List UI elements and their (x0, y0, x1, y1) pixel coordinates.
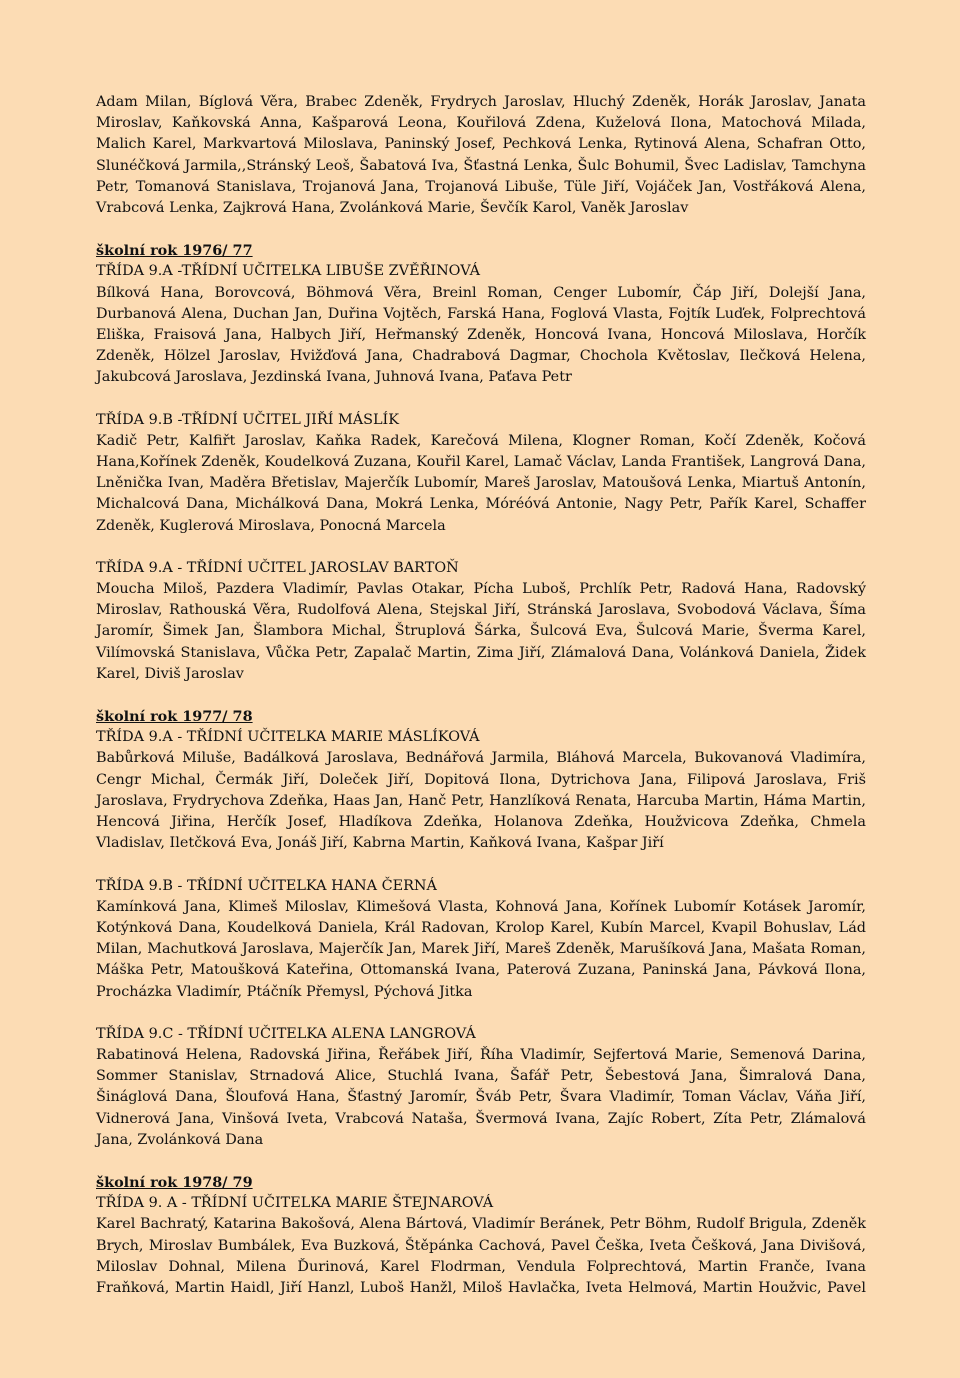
class-names-paragraph: Rabatinová Helena, Radovská Jiřina, Řeřábek Jiří, Říha Vladimír, Sejfertová Marie, Semenová Darina, Sommer Stanislav, Strnadová Alice, Stuchlá Ivana, Šafář Petr, Šebestová Jana, Šimralová Dana, Šináglová Dana, Šloufová Hana, Šťastný Jaromír, Šváb Petr, Švara Vladimír, Toman Václav, Váňa Jiří, Vidnerová Jana, Vinšová Iveta, Vrabcová Nataša, Švermová Ivana, Zajíc Robert, Zíta Petr, Zlámalová Jana, Zvolánková Dana (96, 1046, 866, 1148)
section-1976-9a (96, 240, 866, 388)
class-names-paragraph: Karel Bachratý, Katarina Bakošová, Alena Bártová, Vladimír Beránek, Petr Böhm, Rudolf Brigula, Zdeněk Brych, Miroslav Bumbálek, Eva Buzková, Štěpánka Cachová, Pavel Češka, Iveta Češková, Jana Divišová, Miloslav Dohnal, Milena Ďurinová, Karel Flodrman, Vendula Folprechtová, Martin Franče, Ivana Fraňková, Martin Haidl, Jiří Hanzl, Luboš Hanžl, Miloš Havlačka, Iveta Helmová, Martin Houžvic, Pavel (96, 1216, 866, 1296)
class-heading: TŘÍDA 9. A - TŘÍDNÍ UČITELKA MARIE ŠTEJNAROVÁ (96, 1195, 494, 1212)
school-year-heading: školní rok 1978/ 79 (96, 1173, 253, 1191)
class-names-paragraph: Kadič Petr, Kalfiřt Jaroslav, Kaňka Radek, Karečová Milena, Klogner Roman, Kočí Zdeněk, Kočová Hana,Kořínek Zdeněk, Koudelková Zuzana, Kouřil Karel, Lamač Václav, Landa František, Langrová Dana, Lněnička Ivan, Maděra Břetislav, Majerčík Lubomír, Mareš Jaroslav, Matoušová Lenka, Miartuš Antonín, Michalcová Dana, Michálková Dana, Mokrá Lenka, Móréóvá Antonie, Nagy Petr, Pařík Karel, Schaffer Zdeněk, Kuglerová Miroslava, Ponocná Marcela (96, 432, 866, 534)
class-names-paragraph: Babůrková Miluše, Badálková Jaroslava, Bednářová Jarmila, Bláhová Marcela, Bukovanová Vladimíra, Cengr Michal, Čermák Jiří, Doleček Jiří, Dopitová Ilona, Dytrichova Jana, Filipová Jaroslava, Friš Jaroslava, Frydrychova Zdeňka, Haas Jan, Hanč Petr, Hanzlíková Renata, Harcuba Martin, Háma Martin, Hencová Jiřina, Herčík Josef, Hladíkova Zdeňka, Holanova Zdeňka, Houžvicova Zdeňka, Chmela Vladislav, Iletčková Eva, Jonáš Jiří, Kabrna Martin, Kaňková Ivana, Kašpar Jiří (96, 750, 866, 852)
intro-names-paragraph: Adam Milan, Bíglová Věra, Brabec Zdeněk, Frydrych Jaroslav, Hluchý Zdeněk, Horák Jaroslav, Janata Miroslav, Kaňkovská Anna, Kašparová Leona, Kouřilová Zdena, Kuželová Ilona, Matochová Milada, Malich Karel, Markvartová Miloslava, Paninský Josef, Pechková Lenka, Rytinová Alena, Schafran Otto, Slunéčková Jarmila,,Stránský Leoš, Šabatová Iva, Šťastná Lenka, Šulc Bohumil, Švec Ladislav, Tamchyna Petr, Tomanová Stanislava, Trojanová Jana, Trojanová Libuše, Tüle Jiří, Vojáček Jan, Vostřáková Alena, Vrabcová Lenka, Zajkrová Hana, Zvolánková Marie, Ševčík Karol, Vaněk Jaroslav (96, 94, 866, 217)
class-heading: TŘÍDA 9.B -TŘÍDNÍ UČITEL JIŘÍ MÁSLÍK (96, 411, 399, 428)
section-1976-9b (96, 410, 866, 537)
class-heading: TŘÍDA 9.A - TŘÍDNÍ UČITELKA MARIE MÁSLÍKOVÁ (96, 729, 480, 746)
class-heading: TŘÍDA 9.A - TŘÍDNÍ UČITEL JAROSLAV BARTOŇ (96, 559, 459, 576)
section-1978-9a (96, 1172, 866, 1299)
class-names-paragraph: Kamínková Jana, Klimeš Miloslav, Klimešová Vlasta, Kohnová Jana, Kořínek Lubomír Kotásek Jaromír, Kotýnková Dana, Koudelková Daniela, Král Radovan, Krolop Karel, Kubín Marcel, Kvapil Bohuslav, Lád Milan, Machutková Jaroslava, Majerčík Jan, Marek Jiří, Mareš Zdeněk, Marušíková Jana, Mašata Roman, Máška Petr, Matoušková Kateřina, Ottomanská Ivana, Paterová Zuzana, Paninská Jana, Pávková Ilona, Procházka Vladimír, Ptáčník Přemysl, Pýchová Jitka (96, 898, 866, 1000)
section-1976-9a-bis (96, 558, 866, 685)
section-1977-9b (96, 876, 866, 1003)
document-page (96, 92, 866, 1320)
school-year-heading: školní rok 1976/ 77 (96, 242, 253, 260)
class-heading: TŘÍDA 9.A -TŘÍDNÍ UČITELKA LIBUŠE ZVĚŘINOVÁ (96, 263, 481, 280)
class-names-paragraph: Bílková Hana, Borovcová, Böhmová Věra, Breinl Roman, Cenger Lubomír, Čáp Jiří, Dolejší Jana, Durbanová Alena, Duchan Jan, Duřina Vojtěch, Farská Hana, Foglová Vlasta, Fojtík Luďek, Folprechtová Eliška, Fraisová Jana, Halbych Jiří, Heřmanský Zdeněk, Honcová Ivana, Honcová Miloslava, Horčík Zdeněk, Hölzel Jaroslav, Hvižďová Jana, Chadrabová Dagmar, Chochola Květoslav, Ilečková Helena, Jakubcová Jaroslava, Jezdinská Ivana, Juhnová Ivana, Paťava Petr (96, 284, 866, 386)
class-heading: TŘÍDA 9.B - TŘÍDNÍ UČITELKA HANA ČERNÁ (96, 877, 437, 894)
class-heading: TŘÍDA 9.C - TŘÍDNÍ UČITELKA ALENA LANGROVÁ (96, 1025, 476, 1042)
school-year-heading: školní rok 1977/ 78 (96, 708, 253, 726)
section-1977-9c (96, 1024, 866, 1151)
class-names-paragraph: Moucha Miloš, Pazdera Vladimír, Pavlas Otakar, Pícha Luboš, Prchlík Petr, Radová Hana, Radovský Miroslav, Rathouská Věra, Rudolfová Alena, Stejskal Jiří, Stránská Jaroslava, Svobodová Václava, Šíma Jaromír, Šimek Jan, Šlambora Michal, Štruplová Šárka, Šulcová Eva, Šulcová Marie, Šverma Karel, Vilímovská Stanislava, Vůčka Petr, Zapalač Martin, Zima Jiří, Zlámalová Dana, Volánková Daniela, Židek Karel, Diviš Jaroslav (96, 581, 866, 682)
section-1977-9a (96, 706, 866, 854)
